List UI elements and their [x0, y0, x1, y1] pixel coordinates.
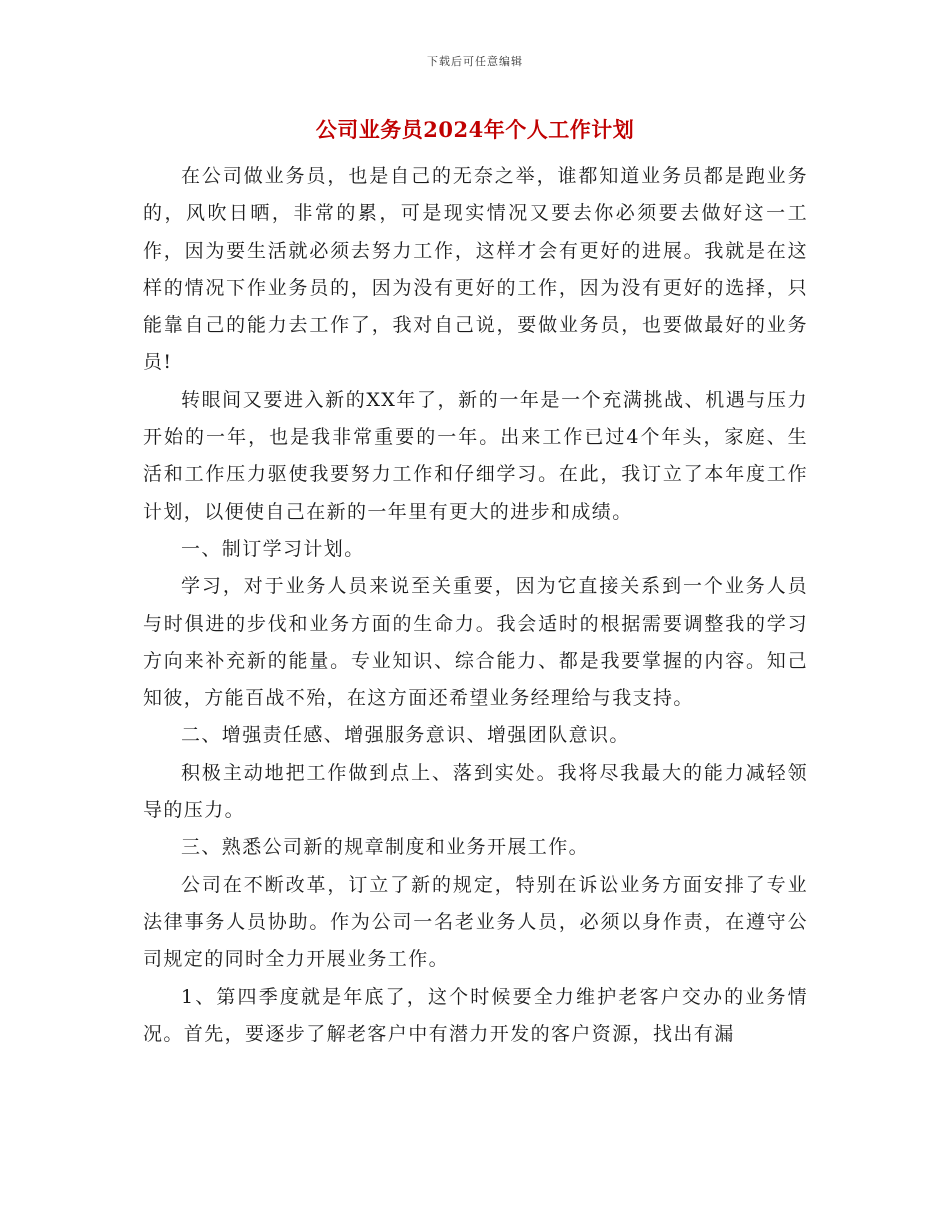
page-header: 下载后可任意编辑 — [427, 55, 523, 68]
section-heading: 一、制订学习计划。 — [181, 537, 365, 560]
section-heading: 三、熟悉公司新的规章制度和业务开展工作。 — [181, 836, 590, 859]
paragraph: 转眼间又要进入新的XX年了，新的一年是一个充满挑战、机遇与压力开始的一年，也是我非常重要的一年。出来工作已过4个年头，家庭、生活和工作压力驱使我要努力工作和仔细学习。在此，我订立了本年度工作计划，以便使自己在新的一年里有更大的进步和成绩。 — [143, 388, 808, 523]
paragraph: 学习，对于业务人员来说至关重要，因为它直接关系到一个业务人员与时俱进的步伐和业务方面的生命力。我会适时的根据需要调整我的学习方向来补充新的能量。专业知识、综合能力、都是我要掌握的内容。知己知彼，方能百战不殆，在这方面还希望业务经理给与我支持。 — [143, 575, 808, 710]
paragraph: 1、第四季度就是年底了，这个时候要全力维护老客户交办的业务情况。首先，要逐步了解老客户中有潜力开发的客户资源，找出有漏 — [143, 985, 808, 1045]
document-body — [143, 158, 808, 1053]
section-heading: 二、增强责任感、增强服务意识、增强团队意识。 — [181, 724, 630, 747]
paragraph: 公司在不断改革，订立了新的规定，特别在诉讼业务方面安排了专业法律事务人员协助。作为公司一名老业务人员，必须以身作责，在遵守公司规定的同时全力开展业务工作。 — [143, 873, 808, 971]
document-title: 公司业务员2024年个人工作计划 — [315, 117, 635, 142]
paragraph: 积极主动地把工作做到点上、落到实处。我将尽我最大的能力减轻领导的压力。 — [143, 761, 808, 822]
paragraph: 在公司做业务员，也是自己的无奈之举，谁都知道业务员都是跑业务的，风吹日晒，非常的累，可是现实情况又要去你必须要去做好这一工作，因为要生活就必须去努力工作，这样才会有更好的进展。我就是在这样的情况下作业务员的，因为没有更好的工作，因为没有更好的选择，只能靠自己的能力去工作了，我对自己说，要做业务员，也要做最好的业务员! — [143, 165, 808, 374]
